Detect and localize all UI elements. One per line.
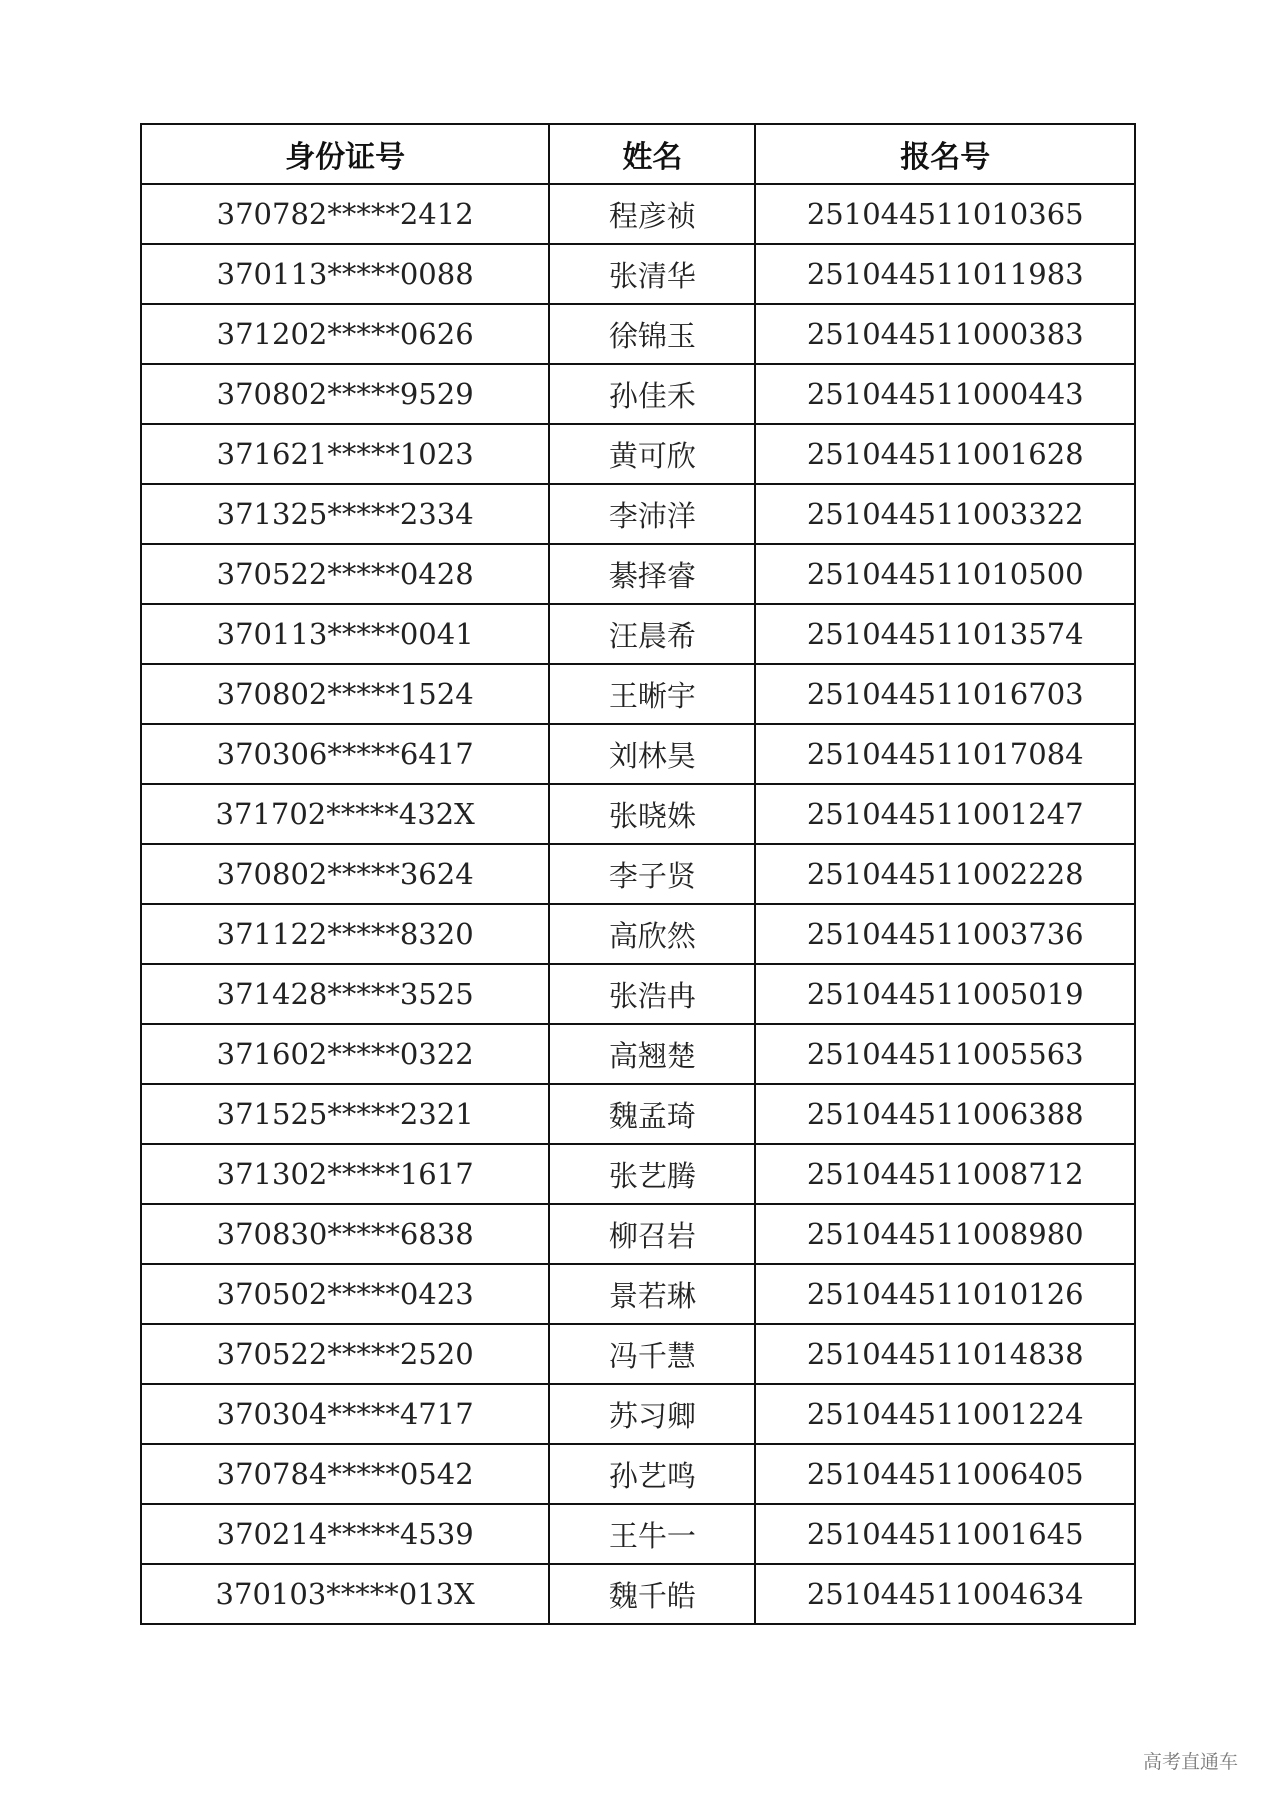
registration-number-cell: 251044511004634 [755, 1564, 1135, 1624]
name-cell: 张晓姝 [549, 784, 755, 844]
registration-number-cell: 251044511006388 [755, 1084, 1135, 1144]
registration-number-cell: 251044511001628 [755, 424, 1135, 484]
registration-number-cell: 251044511014838 [755, 1324, 1135, 1384]
name-cell: 高翘楚 [549, 1024, 755, 1084]
registration-number-cell: 251044511003322 [755, 484, 1135, 544]
header-row [141, 124, 1135, 184]
table-row [141, 1384, 1135, 1444]
id-number-cell: 371525*****2321 [141, 1084, 549, 1144]
header-name: 姓名 [549, 124, 755, 184]
id-number-cell: 370802*****3624 [141, 844, 549, 904]
name-cell: 魏孟琦 [549, 1084, 755, 1144]
name-cell: 王晰宇 [549, 664, 755, 724]
id-number-cell: 371325*****2334 [141, 484, 549, 544]
registration-number-cell: 251044511000443 [755, 364, 1135, 424]
name-cell: 高欣然 [549, 904, 755, 964]
id-number-cell: 370784*****0542 [141, 1444, 549, 1504]
name-cell: 王牛一 [549, 1504, 755, 1564]
id-number-cell: 370782*****2412 [141, 184, 549, 244]
table-row [141, 904, 1135, 964]
table-row [141, 484, 1135, 544]
registration-number-cell: 251044511010500 [755, 544, 1135, 604]
name-cell: 张艺腾 [549, 1144, 755, 1204]
registration-number-cell: 251044511013574 [755, 604, 1135, 664]
table-row [141, 1264, 1135, 1324]
id-number-cell: 371428*****3525 [141, 964, 549, 1024]
table-row [141, 1144, 1135, 1204]
id-number-cell: 371202*****0626 [141, 304, 549, 364]
name-cell: 景若琳 [549, 1264, 755, 1324]
table-row [141, 1444, 1135, 1504]
table-row [141, 424, 1135, 484]
table-row [141, 1084, 1135, 1144]
registration-number-cell: 251044511002228 [755, 844, 1135, 904]
registration-number-cell: 251044511003736 [755, 904, 1135, 964]
candidate-table [140, 123, 1136, 1625]
registration-number-cell: 251044511000383 [755, 304, 1135, 364]
name-cell: 刘林昊 [549, 724, 755, 784]
registration-number-cell: 251044511001645 [755, 1504, 1135, 1564]
id-number-cell: 370214*****4539 [141, 1504, 549, 1564]
registration-number-cell: 251044511008980 [755, 1204, 1135, 1264]
table-row [141, 184, 1135, 244]
name-cell: 魏千皓 [549, 1564, 755, 1624]
registration-number-cell: 251044511010365 [755, 184, 1135, 244]
id-number-cell: 370802*****9529 [141, 364, 549, 424]
registration-number-cell: 251044511010126 [755, 1264, 1135, 1324]
name-cell: 苏习卿 [549, 1384, 755, 1444]
id-number-cell: 370113*****0088 [141, 244, 549, 304]
table-row [141, 964, 1135, 1024]
table-row [141, 604, 1135, 664]
table-row [141, 664, 1135, 724]
table-row [141, 304, 1135, 364]
id-number-cell: 370522*****0428 [141, 544, 549, 604]
id-number-cell: 370103*****013X [141, 1564, 549, 1624]
id-number-cell: 370502*****0423 [141, 1264, 549, 1324]
id-number-cell: 371621*****1023 [141, 424, 549, 484]
id-number-cell: 370306*****6417 [141, 724, 549, 784]
id-number-cell: 371702*****432X [141, 784, 549, 844]
name-cell: 綦择睿 [549, 544, 755, 604]
table-row [141, 1324, 1135, 1384]
name-cell: 孙佳禾 [549, 364, 755, 424]
registration-number-cell: 251044511008712 [755, 1144, 1135, 1204]
table-row [141, 844, 1135, 904]
name-cell: 李子贤 [549, 844, 755, 904]
name-cell: 张浩冉 [549, 964, 755, 1024]
table-row [141, 244, 1135, 304]
watermark: 高考直通车 [1143, 1751, 1239, 1773]
table-row [141, 544, 1135, 604]
registration-number-cell: 251044511001224 [755, 1384, 1135, 1444]
name-cell: 徐锦玉 [549, 304, 755, 364]
name-cell: 程彦祯 [549, 184, 755, 244]
table-row [141, 1024, 1135, 1084]
name-cell: 柳召岩 [549, 1204, 755, 1264]
id-number-cell: 370830*****6838 [141, 1204, 549, 1264]
registration-number-cell: 251044511017084 [755, 724, 1135, 784]
name-cell: 冯千慧 [549, 1324, 755, 1384]
name-cell: 孙艺鸣 [549, 1444, 755, 1504]
registration-number-cell: 251044511005019 [755, 964, 1135, 1024]
table-row [141, 784, 1135, 844]
table-row [141, 364, 1135, 424]
header-registration-number: 报名号 [755, 124, 1135, 184]
registration-number-cell: 251044511005563 [755, 1024, 1135, 1084]
table-row [141, 1564, 1135, 1624]
id-number-cell: 370304*****4717 [141, 1384, 549, 1444]
registration-number-cell: 251044511011983 [755, 244, 1135, 304]
registration-number-cell: 251044511016703 [755, 664, 1135, 724]
registration-number-cell: 251044511001247 [755, 784, 1135, 844]
id-number-cell: 371122*****8320 [141, 904, 549, 964]
name-cell: 汪晨希 [549, 604, 755, 664]
header-id-number: 身份证号 [141, 124, 549, 184]
id-number-cell: 370522*****2520 [141, 1324, 549, 1384]
id-number-cell: 370802*****1524 [141, 664, 549, 724]
table-row [141, 724, 1135, 784]
id-number-cell: 371302*****1617 [141, 1144, 549, 1204]
id-number-cell: 371602*****0322 [141, 1024, 549, 1084]
name-cell: 李沛洋 [549, 484, 755, 544]
table-row [141, 1504, 1135, 1564]
name-cell: 张清华 [549, 244, 755, 304]
table-row [141, 1204, 1135, 1264]
id-number-cell: 370113*****0041 [141, 604, 549, 664]
name-cell: 黄可欣 [549, 424, 755, 484]
registration-number-cell: 251044511006405 [755, 1444, 1135, 1504]
